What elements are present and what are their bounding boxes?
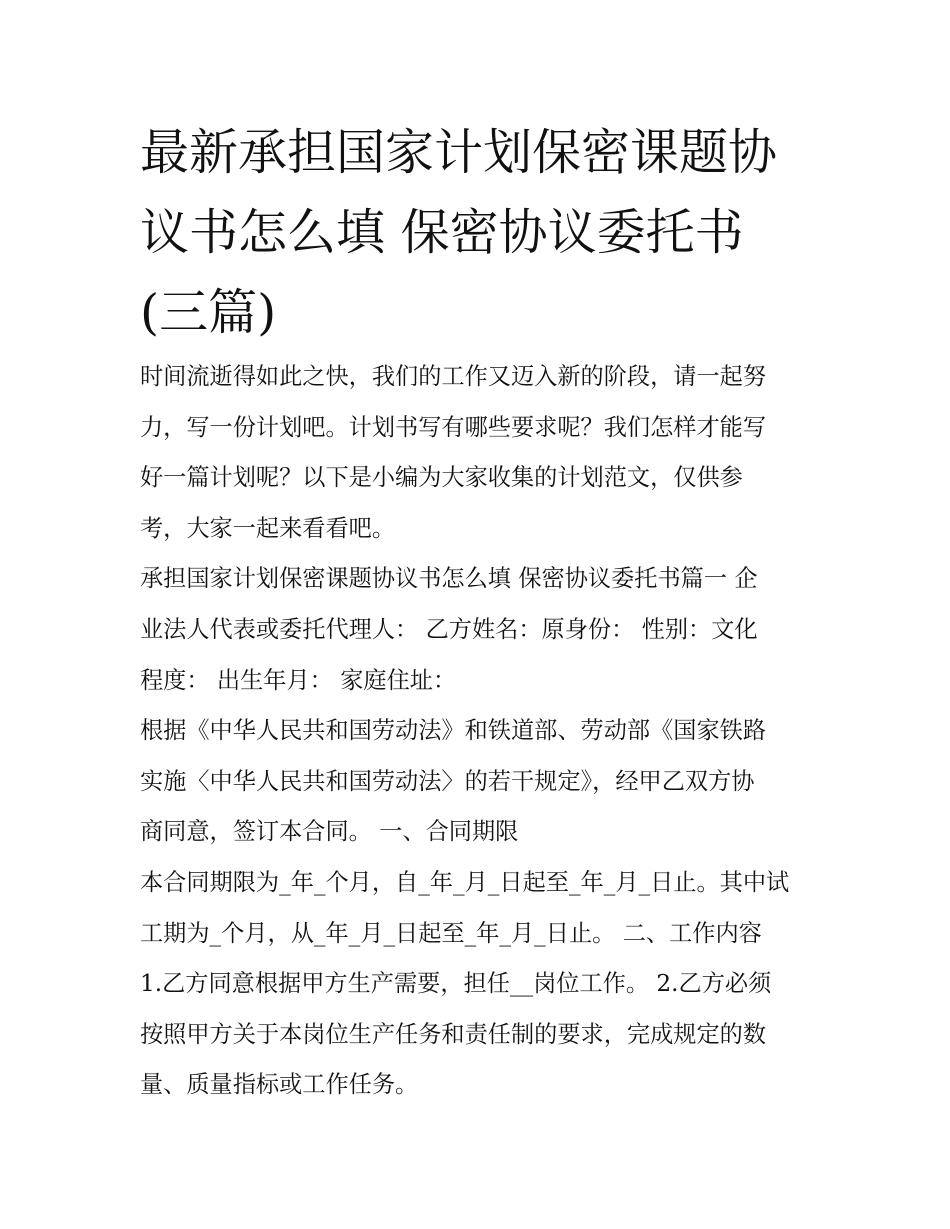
intro-line: 力，写一份计划吧。计划书写有哪些要求呢？我们怎样才能写 <box>140 413 767 441</box>
contract-term-line: 工期为_个月，从_年_月_日起至_年_月_日止。 二、工作内容 <box>140 919 762 947</box>
intro-line: 考，大家一起来看看吧。 <box>140 514 396 542</box>
party-info-line: 程度： 出生年月： 家庭住址： <box>140 666 457 694</box>
contract-basis-line: 商同意，签订本合同。 一、合同期限 <box>140 818 519 846</box>
title-line: 最新承担国家计划保密课题协 <box>140 124 778 181</box>
intro-line: 好一篇计划呢？以下是小编为大家收集的计划范文，仅供参 <box>140 464 743 492</box>
work-content-line: 按照甲方关于本岗位生产任务和责任制的要求，完成规定的数 <box>140 1020 767 1048</box>
intro-line: 时间流逝得如此之快，我们的工作又迈入新的阶段，请一起努 <box>140 363 767 390</box>
party-info-line: 业法人代表或委托代理人： 乙方姓名：原身份： 性别：文化 <box>140 615 758 643</box>
document-body <box>140 352 830 1111</box>
section-heading-line: 承担国家计划保密课题协议书怎么填 保密协议委托书篇一 企 <box>140 565 758 593</box>
contract-basis-line: 根据《中华人民共和国劳动法》和铁道部、劳动部《国家铁路 <box>140 717 767 745</box>
contract-term-line: 本合同期限为_年_个月，自_年_月_日起至_年_月_日止。其中试 <box>140 868 790 896</box>
contract-basis-line: 实施〈中华人民共和国劳动法〉的若干规定》，经甲乙双方协 <box>140 767 755 795</box>
work-content-line: 量、质量指标或工作任务。 <box>140 1071 419 1099</box>
title-line: 议书怎么填 保密协议委托书 <box>140 204 744 261</box>
work-content-line: 1.乙方同意根据甲方生产需要，担任__岗位工作。 2.乙方必须 <box>140 970 772 998</box>
title-line: (三篇) <box>140 284 277 341</box>
document-title <box>140 113 820 353</box>
